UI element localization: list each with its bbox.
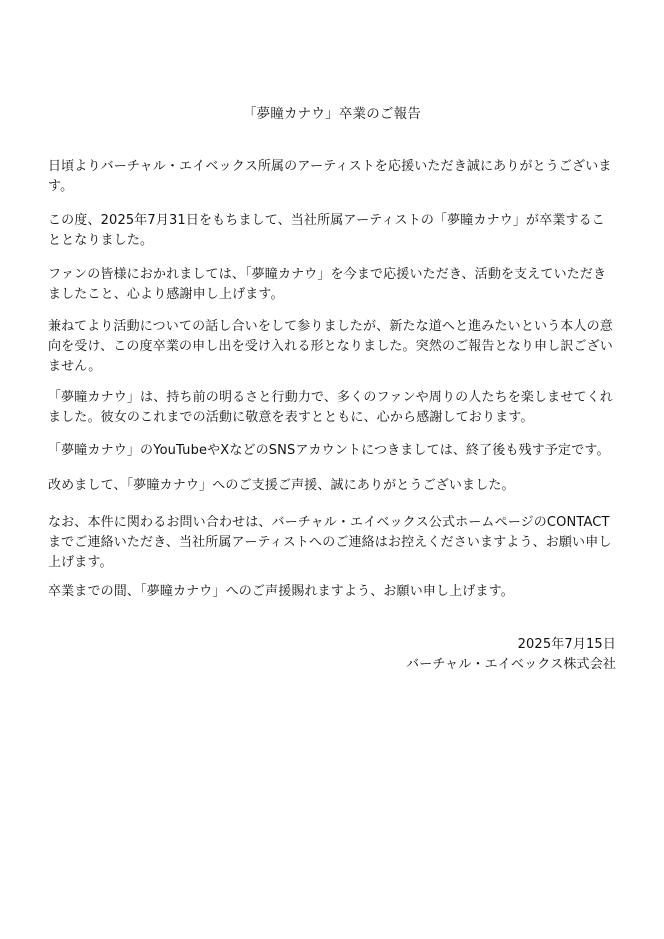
paragraph-appreciation: 「夢瞳カナウ」は、持ち前の明るさと行動力で、多くのファンや周りの人たちを楽しませてくれました。彼女のこれまでの活動に敬意を表すとともに、心から感謝しております。 [48, 390, 613, 425]
paragraph-closing: 卒業までの間、「夢瞳カナウ」へのご声援賜れますよう、お願い申し上げます。 [48, 584, 514, 599]
signature-block [406, 635, 616, 675]
paragraph-final-thanks: 改めまして、「夢瞳カナウ」へのご支援ご声援、誠にありがとうございました。 [48, 478, 515, 493]
paragraph-graduation-date: この度、2025年7月31日をもちまして、当社所属アーティストの「夢瞳カナウ」が卒業することとなりました。 [48, 213, 605, 248]
signature-date: 2025年7月15日 [517, 637, 616, 652]
page-title: 「夢瞳カナウ」卒業のご報告 [242, 106, 422, 122]
paragraph-reason: 兼ねてより活動についての話し合いをして参りましたが、新たな道へと進みたいという本人の意向を受け、この度卒業の申し出を受け入れる形となりました。突然のご報告となり申し訳ございません。 [48, 319, 613, 374]
signature-company: バーチャル・エイベックス株式会社 [406, 657, 616, 672]
paragraph-thanks-fans: ファンの皆様におかれましては、「夢瞳カナウ」を今まで応援いただき、活動を支えていただきましたこと、心より感謝申し上げます。 [48, 267, 607, 302]
paragraph-inquiries: なお、本件に関わるお問い合わせは、バーチャル・エイベックス公式ホームページのCONTACTまでご連絡いただき、当社所属アーティストへのご連絡はお控えくださいますよう、お願い申し上げます。 [48, 515, 612, 570]
paragraph-greeting: 日頃よりバーチャル・エイベックス所属のアーティストを応援いただき誠にありがとうございます。 [48, 159, 612, 194]
paragraph-sns-accounts: 「夢瞳カナウ」のYouTubeやXなどのSNSアカウントにつきましては、終了後も残す予定です。 [48, 443, 610, 458]
